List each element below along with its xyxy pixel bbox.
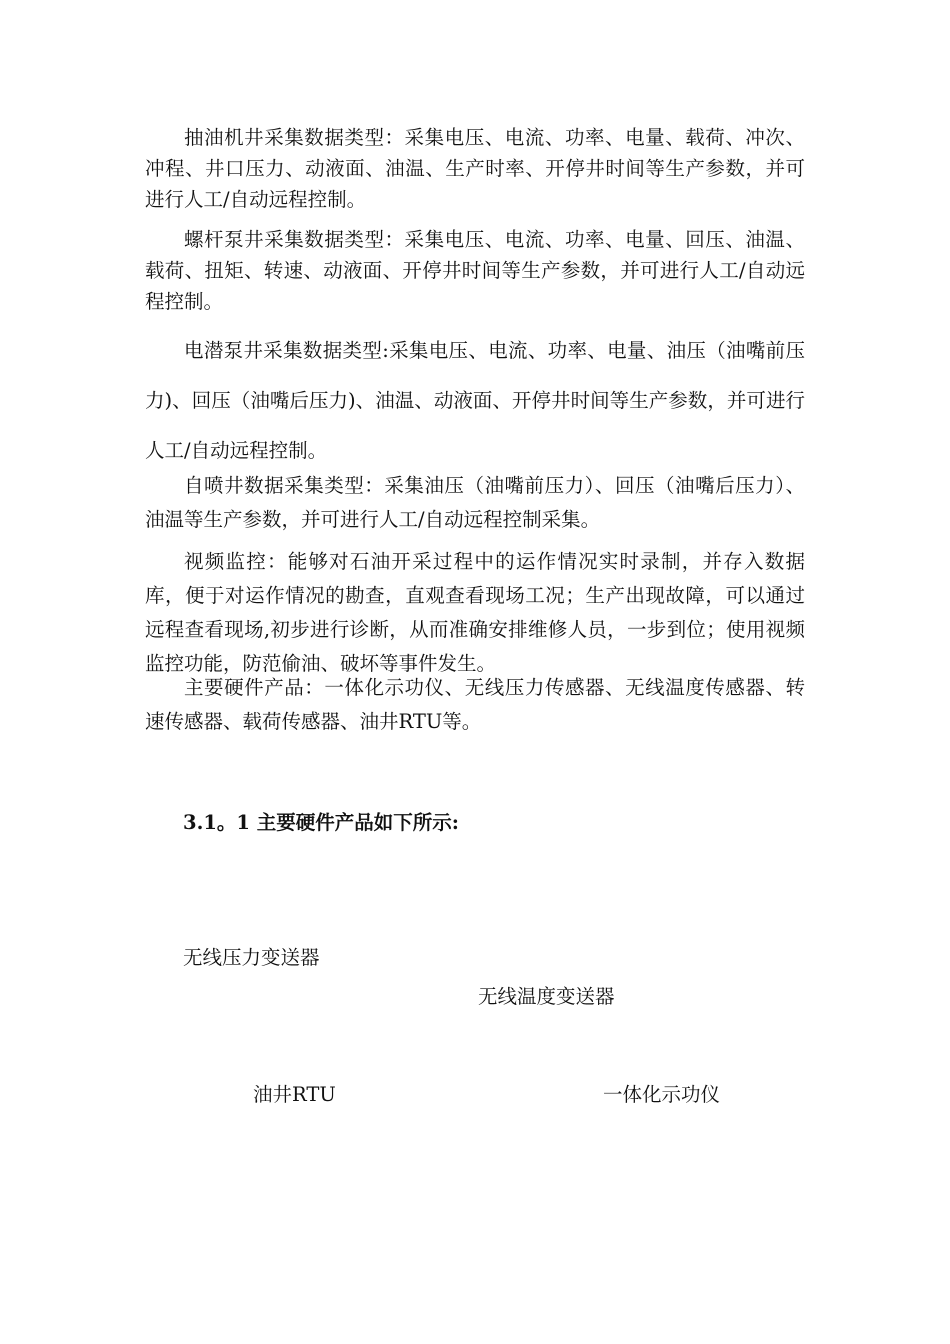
paragraph-flowing-well: 自喷井数据采集类型：采集油压（油嘴前压力）、回压（油嘴后压力）、油温等生产参数，并可进行人工/自动远程控制采集。 [145,474,805,531]
paragraph-pumping-unit-well: 抽油机井采集数据类型：采集电压、电流、功率、电量、载荷、冲次、冲程、井口压力、动液面、油温、生产时率、开停井时间等生产参数，并可进行人工/自动远程控制。 [145,126,805,211]
paragraph-main-hardware: 主要硬件产品：一体化示功仪、无线压力传感器、无线温度传感器、转速传感器、载荷传感器、油井RTU等。 [145,676,805,733]
caption-oil-well-rtu: 油井RTU [253,1083,336,1106]
section-heading: 3.1。1 主要硬件产品如下所示: [183,811,459,834]
paragraph-video-monitoring: 视频监控：能够对石油开采过程中的运作情况实时录制，并存入数据库，便于对运作情况的勘查，直观查看现场工况；生产出现故障，可以通过远程查看现场,初步进行诊断，从而准确安排维修人员，一步到位；使用视频监控功能，防范偷油、破坏等事件发生。 [145,550,805,675]
caption-wireless-pressure-transmitter: 无线压力变送器 [183,946,320,969]
caption-integrated-dynamometer: 一体化示功仪 [603,1083,721,1106]
caption-wireless-temperature-transmitter: 无线温度变送器 [478,985,615,1008]
paragraph-electric-submersible-pump-well: 电潜泵井采集数据类型:采集电压、电流、功率、电量、油压（油嘴前压力)、回压（油嘴后压力)、油温、动液面、开停井时间等生产参数，并可进行人工/自动远程控制。 [145,339,805,462]
paragraph-screw-pump-well: 螺杆泵井采集数据类型：采集电压、电流、功率、电量、回压、油温、载荷、扭矩、转速、动液面、开停井时间等生产参数，并可进行人工/自动远程控制。 [145,228,805,313]
